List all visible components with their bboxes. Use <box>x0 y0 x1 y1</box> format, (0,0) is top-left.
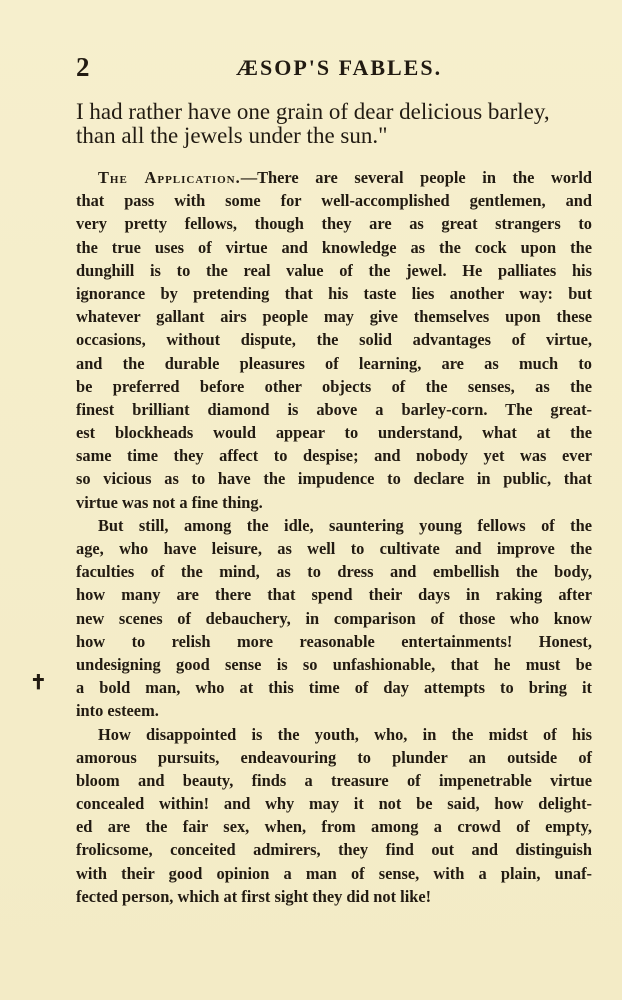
text-line: finest brilliant diamond is above a barley-corn. The great- <box>76 399 592 419</box>
text-line: how many are there that spend their days in raking after <box>76 585 592 605</box>
paragraph-idle-fellows <box>76 514 592 723</box>
text-line: be preferred before other objects of the senses, as the <box>76 376 592 396</box>
application-heading: The Application. <box>98 168 241 187</box>
page-header <box>76 50 592 84</box>
quote-line: I had rather have one grain of dear delicious barley, <box>76 99 550 124</box>
text-line: concealed within! and why may it not be said, how delight- <box>76 794 592 814</box>
text-line: ignorance by pretending that his taste lies another way: but <box>76 283 592 303</box>
text-line: and the durable pleasures of learning, are as much to <box>76 353 592 373</box>
paragraph-disappointed-youth <box>76 723 592 909</box>
text-line: same time they affect to despise; and nobody yet was ever <box>76 446 592 466</box>
text-line: fected person, which at first sight they did not like! <box>76 886 432 906</box>
text-line: How disappointed is the youth, who, in the midst of his <box>98 724 592 744</box>
text-line: that pass with some for well-accomplished gentlemen, and <box>76 191 592 211</box>
text-line: new scenes of debauchery, in comparison of those who know <box>76 608 592 628</box>
text-line: frolicsome, conceited admirers, they find out and distinguish <box>76 840 592 860</box>
page-number: 2 <box>76 52 90 82</box>
text-line: faculties of the mind, as to dress and embellish the body, <box>76 562 592 582</box>
text-line: whatever gallant airs people may give themselves upon these <box>76 307 592 327</box>
text-line: est blockheads would appear to understand, what at the <box>76 423 592 443</box>
paragraph-application <box>76 166 592 514</box>
text-line: amorous pursuits, endeavouring to plunder an outside of <box>76 747 592 767</box>
margin-cross-mark: ✝ <box>30 672 47 694</box>
quote-line: than all the jewels under the sun." <box>76 123 388 148</box>
text-line: occasions, without dispute, the solid advantages of virtue, <box>76 330 592 350</box>
text-line: the true uses of virtue and knowledge as the cock upon the <box>76 237 592 257</box>
running-title: ÆSOP'S FABLES. <box>236 55 443 80</box>
text-line: The Application.—There are several people in the world <box>98 168 592 187</box>
application-text <box>76 166 592 908</box>
text-line: But still, among the idle, sauntering young fellows of the <box>98 515 592 535</box>
text-line: so vicious as to have the impudence to declare in public, that <box>76 469 592 489</box>
text-line: very pretty fellows, though they are as great strangers to <box>76 214 592 234</box>
text-line: age, who have leisure, as well to cultivate and improve the <box>76 539 592 558</box>
text-line: bloom and beauty, finds a treasure of impenetrable virtue <box>76 770 592 790</box>
text-line: with their good opinion a man of sense, with a plain, unaf- <box>76 863 592 883</box>
text-line: virtue was not a fine thing. <box>76 492 263 512</box>
text-line: how to relish more reasonable entertainments! Honest, <box>76 631 592 651</box>
text-line: ed are the fair sex, when, from among a crowd of empty, <box>76 817 592 837</box>
text-line: dunghill is to the real value of the jewel. He palliates his <box>76 260 592 280</box>
text-line: a bold man, who at this time of day attempts to bring it <box>76 678 592 698</box>
fable-quote <box>76 100 596 148</box>
text-line: undesigning good sense is so unfashionable, that he must be <box>76 654 592 674</box>
text-line: into esteem. <box>76 701 159 721</box>
